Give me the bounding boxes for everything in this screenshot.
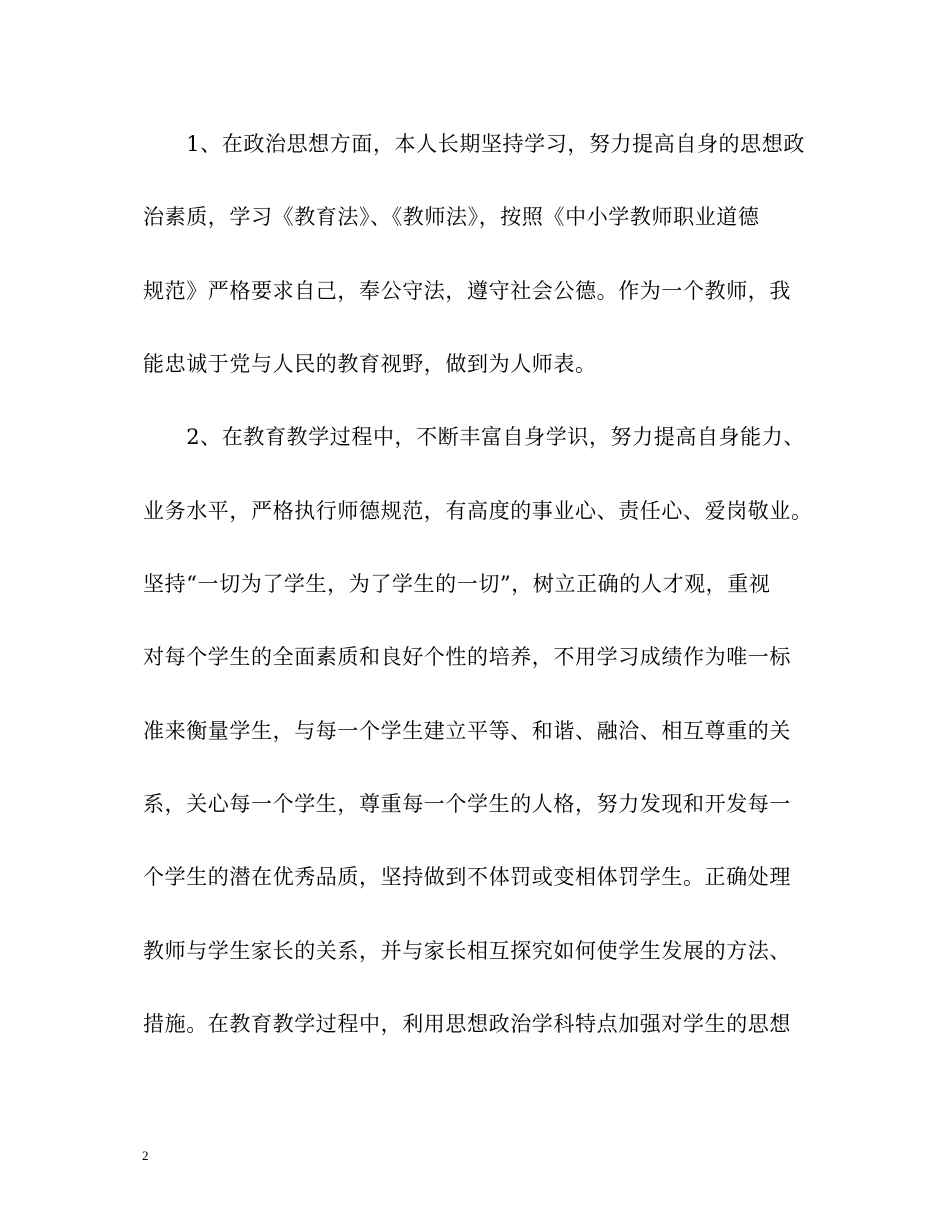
text-line-7: 坚持“一切为了学生，为了学生的一切”，树立正确的人才观，重视 <box>143 572 771 596</box>
text-line-6: 业务水平，严格执行师德规范，有高度的事业心、责任心、爱岗敬业。 <box>143 499 813 523</box>
text-line-8: 对每个学生的全面素质和良好个性的培养，不用学习成绩作为唯一标 <box>143 645 791 669</box>
text-line-2: 治素质，学习《教育法》、《教师法》，按照《中小学教师职业道德 <box>143 205 760 229</box>
page-number: 2 <box>142 1148 149 1163</box>
text-line-12: 教师与学生家长的关系，并与家长相互探究如何使学生发展的方法、 <box>143 939 791 963</box>
text-line-10: 系，关心每一个学生，尊重每一个学生的人格，努力发现和开发每一 <box>143 792 791 816</box>
text-line-5: 2、在教育教学过程中，不断丰富自身学识，努力提高自身能力、 <box>143 425 805 449</box>
text-line-4: 能忠诚于党与人民的教育视野，做到为人师表。 <box>143 352 597 376</box>
text-line-13: 措施。在教育教学过程中，利用思想政治学科特点加强对学生的思想 <box>143 1012 791 1036</box>
text-line-3: 规范》严格要求自己，奉公守法，遵守社会公德。作为一个教师，我 <box>143 279 791 303</box>
text-line-1: 1、在政治思想方面，本人长期坚持学习，努力提高自身的思想政 <box>143 132 805 156</box>
text-line-9: 准来衡量学生，与每一个学生建立平等、和谐、融洽、相互尊重的关 <box>143 719 791 743</box>
text-line-11: 个学生的潜在优秀品质，坚持做到不体罚或变相体罚学生。正确处理 <box>143 865 791 889</box>
